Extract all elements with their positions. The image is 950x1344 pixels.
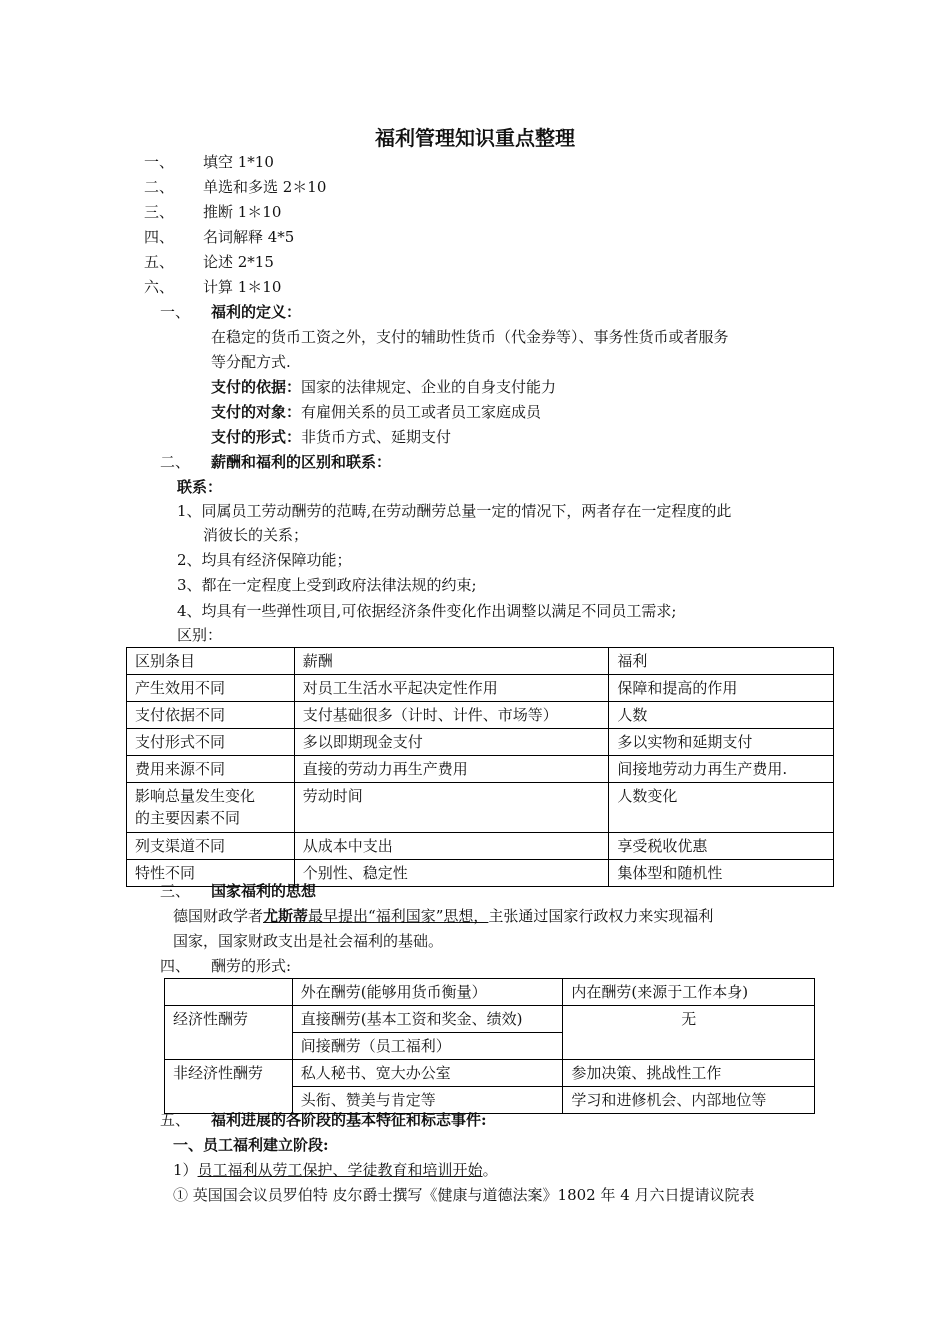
label: 支付的形式：	[211, 428, 302, 446]
table-cell	[165, 979, 293, 1006]
table-cell: 集体型和随机性	[609, 860, 834, 887]
table-cell: 多以即期现金支付	[294, 729, 609, 756]
list-item: 2、均具有经济保障功能；	[177, 551, 352, 569]
table-row	[127, 783, 834, 833]
person-name: 尤斯蒂	[263, 907, 309, 925]
table-cell: 头衔、赞美与肯定等	[292, 1087, 563, 1114]
table-cell: 个别性、稳定性	[294, 860, 609, 887]
exam-item-text: 名词解释 4*5	[203, 228, 295, 246]
list-item: 消彼长的关系；	[203, 526, 309, 544]
exam-item-num: 六、	[144, 278, 175, 296]
exam-item-text: 填空 1*10	[203, 153, 274, 171]
paragraph: 等分配方式.	[211, 353, 291, 371]
exam-item-num: 四、	[144, 228, 175, 246]
table-cell: 劳动时间	[294, 783, 609, 833]
table-row	[127, 702, 834, 729]
paragraph	[173, 1159, 498, 1181]
underlined-text: 最早提出“福利国家”思想，	[308, 907, 489, 925]
section-number: 二、	[160, 453, 191, 471]
table-header-cell: 福利	[609, 648, 834, 675]
section-number: 三、	[160, 882, 191, 900]
table-cell: 产生效用不同	[127, 675, 295, 702]
table-cell: 私人秘书、宽大办公室	[292, 1060, 563, 1087]
section-heading: 福利进展的各阶段的基本特征和标志事件:	[211, 1111, 487, 1129]
list-item: 3、都在一定程度上受到政府法律法规的约束;	[177, 576, 477, 594]
table-row	[127, 675, 834, 702]
exam-item-num: 二、	[144, 178, 175, 196]
paragraph	[173, 905, 713, 927]
value: 国家的法律规定、企业的自身支付能力	[301, 378, 557, 396]
table-cell: 特性不同	[127, 860, 295, 887]
table-cell: 保障和提高的作用	[609, 675, 834, 702]
exam-item-num: 五、	[144, 253, 175, 271]
table-cell: 享受税收优惠	[609, 833, 834, 860]
list-item: 4、均具有一些弹性项目,可依据经济条件变化作出调整以满足不同员工需求;	[177, 602, 677, 620]
sub-heading: 区别：	[177, 626, 223, 644]
table-cell	[127, 783, 295, 833]
comparison-table	[126, 647, 834, 887]
table-cell: 学习和进修机会、内部地位等	[563, 1087, 815, 1114]
section-number: 五、	[160, 1111, 191, 1129]
table-header-cell: 区别条目	[127, 648, 295, 675]
table-header-cell: 外在酬劳(能够用货币衡量）	[292, 979, 563, 1006]
paragraph: 在稳定的货币工资之外，支付的辅助性货币（代金券等）、事务性货币或者服务	[211, 328, 729, 346]
table-row	[165, 1060, 815, 1087]
exam-item-text: 论述 2*15	[203, 253, 274, 271]
underlined-text: 员工福利从劳工保护、学徒教育和培训开始	[197, 1161, 483, 1179]
table-cell: 支付依据不同	[127, 702, 295, 729]
table-row	[127, 833, 834, 860]
section-heading: 国家福利的思想	[211, 882, 317, 900]
table-cell: 参加决策、挑战性工作	[563, 1060, 815, 1087]
sub-heading: 一、员工福利建立阶段:	[173, 1136, 329, 1154]
exam-item-num: 三、	[144, 203, 175, 221]
table-cell: 对员工生活水平起决定性作用	[294, 675, 609, 702]
definition-line	[211, 426, 451, 448]
table-cell: 直接酬劳(基本工资和奖金、绩效)	[292, 1006, 563, 1033]
paragraph: ① 英国国会议员罗伯特 皮尔爵士撰写《健康与道德法案》1802 年 4 月六日提请议院表	[173, 1186, 755, 1204]
table-cell: 多以实物和延期支付	[609, 729, 834, 756]
exam-item-text: 单选和多选 2＊10	[203, 178, 327, 196]
definition-line	[211, 401, 541, 423]
table-header-row	[165, 979, 815, 1006]
value: 有雇佣关系的员工或者员工家庭成员	[301, 403, 542, 421]
table-cell: 从成本中支出	[294, 833, 609, 860]
list-item: 1、同属员工劳动酬劳的范畴,在劳动酬劳总量一定的情况下，两者存在一定程度的此	[177, 502, 732, 520]
table-cell: 支付形式不同	[127, 729, 295, 756]
sub-heading: 联系：	[177, 478, 223, 496]
section-heading: 酬劳的形式:	[211, 957, 292, 975]
section-heading: 福利的定义：	[211, 303, 302, 321]
table-cell: 间接酬劳（员工福利）	[292, 1033, 563, 1060]
table-cell: 支付基础很多（计时、计件、市场等）	[294, 702, 609, 729]
table-header-cell: 薪酬	[294, 648, 609, 675]
table-cell: 直接的劳动力再生产费用	[294, 756, 609, 783]
text: 德国财政学者	[173, 907, 264, 925]
page-title: 福利管理知识重点整理	[375, 126, 575, 150]
table-cell: 列支渠道不同	[127, 833, 295, 860]
section-heading: 薪酬和福利的区别和联系：	[211, 453, 392, 471]
value: 非货币方式、延期支付	[301, 428, 452, 446]
table-cell: 经济性酬劳	[165, 1006, 293, 1060]
table-cell: 人数变化	[609, 783, 834, 833]
table-cell: 非经济性酬劳	[165, 1060, 293, 1114]
definition-line	[211, 376, 556, 398]
section-number: 一、	[160, 303, 191, 321]
cell-line: 的主要因素不同	[135, 809, 241, 827]
reward-forms-table	[164, 978, 815, 1114]
exam-item-text: 推断 1＊10	[203, 203, 282, 221]
text: 。	[482, 1161, 498, 1179]
cell-line: 影响总量发生变化	[135, 787, 256, 805]
table-cell: 间接地劳动力再生产费用.	[609, 756, 834, 783]
table-row	[127, 729, 834, 756]
text: 主张通过国家行政权力来实现福利	[488, 907, 714, 925]
table-row	[165, 1006, 815, 1033]
table-header-row	[127, 648, 834, 675]
table-cell: 人数	[609, 702, 834, 729]
exam-item-text: 计算 1＊10	[203, 278, 282, 296]
table-cell: 无	[563, 1006, 815, 1060]
table-row	[127, 756, 834, 783]
exam-item-num: 一、	[144, 153, 175, 171]
text: 1）	[173, 1161, 198, 1179]
table-cell: 费用来源不同	[127, 756, 295, 783]
table-header-cell: 内在酬劳(来源于工作本身)	[563, 979, 815, 1006]
label: 支付的依据：	[211, 378, 302, 396]
paragraph: 国家，国家财政支出是社会福利的基础。	[173, 932, 444, 950]
label: 支付的对象：	[211, 403, 302, 421]
section-number: 四、	[160, 957, 191, 975]
